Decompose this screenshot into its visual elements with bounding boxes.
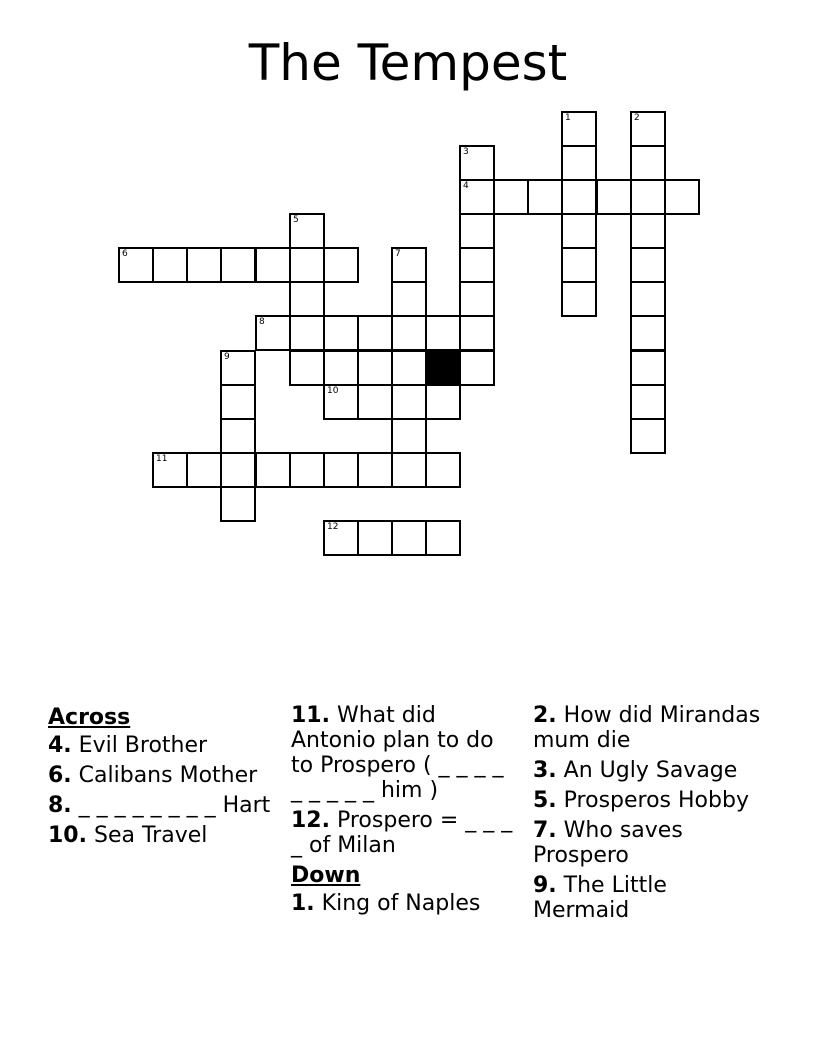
clue-number: 10 [327,386,339,396]
grid-cell[interactable] [220,350,256,386]
grid-cell[interactable] [561,179,597,215]
grid-cell[interactable] [630,145,666,181]
grid-cell[interactable] [630,247,666,283]
grid-cell[interactable] [561,247,597,283]
grid-cell[interactable] [493,179,529,215]
grid-cell[interactable] [357,384,393,420]
grid-cell[interactable] [459,281,495,317]
grid-cell[interactable] [152,452,188,488]
grid-cell[interactable] [220,418,256,454]
grid-cell[interactable] [357,452,393,488]
clue-number: 12 [327,522,339,532]
clue-number: 11 [156,454,168,464]
clue-item-text: What did Antonio plan to do to Prospero ( _ _ _ _ _ _ _ _ _ him ) [291,703,504,803]
grid-cell[interactable] [561,145,597,181]
grid-cell[interactable] [425,315,461,351]
blocked-cell [425,350,461,386]
clue-item-number: 8. [48,793,72,818]
clue-item-number: 4. [48,733,72,758]
grid-cell[interactable] [425,520,461,556]
clue-item-text: Calibans Mother [78,763,258,788]
grid-cell[interactable] [289,213,325,249]
grid-cell[interactable] [630,179,666,215]
grid-cell[interactable] [323,350,359,386]
grid-cell[interactable] [289,247,325,283]
grid-cell[interactable] [425,384,461,420]
clue-item-number: 2. [533,703,557,728]
grid-cell[interactable] [255,247,291,283]
grid-cell[interactable] [357,520,393,556]
grid-cell[interactable] [186,247,222,283]
clue-item [533,758,763,783]
grid-cell[interactable] [630,384,666,420]
grid-cell[interactable] [357,315,393,351]
grid-cell[interactable] [630,418,666,454]
clue-item-number: 5. [533,788,557,813]
clue-item-number: 12. [291,808,330,833]
grid-cell[interactable] [186,452,222,488]
grid-cell[interactable] [561,281,597,317]
grid-cell[interactable] [289,315,325,351]
grid-cell[interactable] [118,247,154,283]
clue-item-text: Sea Travel [93,823,208,848]
clue-item-number: 10. [48,823,87,848]
grid-cell[interactable] [459,213,495,249]
grid-cell[interactable] [527,179,563,215]
clue-item-text: King of Naples [321,891,481,916]
clue-number: 9 [224,352,230,362]
clue-item [48,823,273,848]
grid-cell[interactable] [391,350,427,386]
clue-item [48,733,273,758]
clue-item-text: How did Mirandas mum die [533,703,761,753]
clue-number: 8 [259,317,265,327]
down-heading: Down [291,863,361,888]
clue-item [48,793,273,818]
grid-cell[interactable] [323,247,359,283]
clue-item [291,703,516,803]
clue-number: 3 [463,147,469,157]
grid-cell[interactable] [391,384,427,420]
grid-cell[interactable] [459,145,495,181]
clue-item-text: _ _ _ _ _ _ _ _ Hart [78,793,271,818]
clue-item [48,763,273,788]
clue-column-1 [48,703,273,853]
clue-number: 7 [395,249,401,259]
grid-cell[interactable] [391,247,427,283]
grid-cell[interactable] [323,520,359,556]
grid-cell[interactable] [255,315,291,351]
clue-column-2 [291,703,516,921]
grid-cell[interactable] [323,452,359,488]
clue-item-number: 6. [48,763,72,788]
grid-cell[interactable] [630,111,666,147]
grid-cell[interactable] [425,452,461,488]
grid-cell[interactable] [664,179,700,215]
grid-cell[interactable] [630,315,666,351]
clue-number: 2 [634,113,640,123]
across-heading: Across [48,705,131,730]
clue-item [291,891,516,916]
clue-item-number: 3. [533,758,557,783]
grid-cell[interactable] [152,247,188,283]
grid-cell[interactable] [391,520,427,556]
clue-number: 4 [463,181,469,191]
clue-item [533,788,763,813]
clue-item-number: 7. [533,818,557,843]
grid-cell[interactable] [391,418,427,454]
grid-cell[interactable] [391,281,427,317]
grid-cell[interactable] [596,179,632,215]
clue-number: 5 [293,215,299,225]
grid-cell[interactable] [289,452,325,488]
grid-cell[interactable] [255,452,291,488]
clue-column-3 [533,703,763,928]
clue-item [533,818,763,868]
grid-cell[interactable] [459,179,495,215]
grid-cell[interactable] [323,315,359,351]
grid-cell[interactable] [459,350,495,386]
clue-item-text: An Ugly Savage [563,758,738,783]
grid-cell[interactable] [220,384,256,420]
clue-number: 6 [122,249,128,259]
clue-item-number: 9. [533,873,557,898]
grid-cell[interactable] [459,315,495,351]
grid-cell[interactable] [289,281,325,317]
grid-cell[interactable] [220,247,256,283]
page-title: The Tempest [248,34,568,92]
grid-cell[interactable] [323,384,359,420]
grid-cell[interactable] [630,350,666,386]
grid-cell[interactable] [220,452,256,488]
clue-item-text: Evil Brother [78,733,208,758]
clue-item-number: 1. [291,891,315,916]
grid-cell[interactable] [561,111,597,147]
clue-item-number: 11. [291,703,330,728]
clue-item-text: Prospero = _ _ _ _ of Milan [291,808,513,858]
clue-item-text: The Little Mermaid [533,873,667,923]
grid-cell[interactable] [630,213,666,249]
clue-item-text: Who saves Prospero [533,818,683,868]
clue-item [291,808,516,858]
clue-item-text: Prosperos Hobby [563,788,749,813]
clue-item [533,873,763,923]
grid-cell[interactable] [391,452,427,488]
grid-cell[interactable] [630,281,666,317]
grid-cell[interactable] [391,315,427,351]
grid-cell[interactable] [289,350,325,386]
grid-cell[interactable] [357,350,393,386]
clue-number: 1 [565,113,571,123]
clue-item [533,703,763,753]
grid-cell[interactable] [459,247,495,283]
grid-cell[interactable] [220,486,256,522]
grid-cell[interactable] [561,213,597,249]
